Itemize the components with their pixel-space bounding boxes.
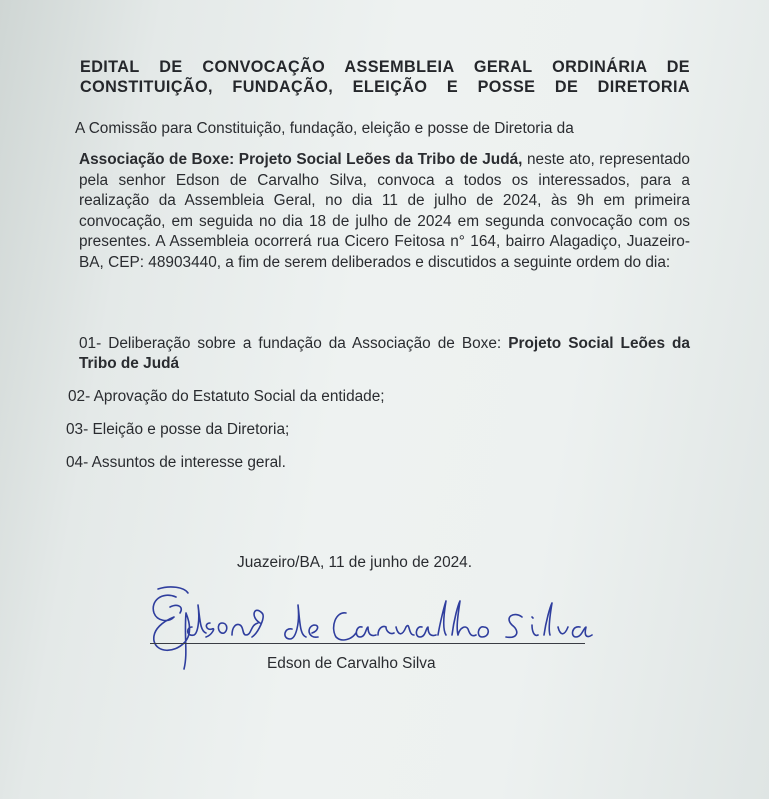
body-text: neste ato, representado pela senhor Edson de Carvalho Silva, convoca a todos os interessados, para a realização da Assembleia Geral, no dia 11 de julho de 2024, às 9h em primeira convocação, em seguida no dia 18 de julho de 2024 em segunda convocação com os presentes. A Assembleia ocorrerá rua Cicero Feitosa n° 164, bairro Alagadiço, Juazeiro-BA, CEP: 48903440, a fim de serem deliberados e discutidos a seguinte ordem do dia:	[79, 151, 690, 271]
body-paragraph	[79, 150, 690, 274]
agenda-item-4: 04- Assuntos de interesse geral.	[66, 454, 286, 471]
title-line-1: EDITAL DE CONVOCAÇÃO ASSEMBLEIA GERAL ORDINÁRIA DE	[80, 58, 690, 76]
document-title	[80, 57, 690, 97]
place-and-date: Juazeiro/BA, 11 de junho de 2024.	[237, 554, 473, 571]
organization-name: Associação de Boxe: Projeto Social Leões da Tribo de Judá,	[79, 151, 523, 168]
agenda-item-2: 02- Aprovação do Estatuto Social da entidade;	[68, 388, 385, 405]
title-line-2: CONSTITUIÇÃO, FUNDAÇÃO, ELEIÇÃO E POSSE DE DIRETORIA	[80, 78, 690, 96]
signature-line	[150, 643, 585, 644]
signer-name: Edson de Carvalho Silva	[267, 655, 436, 672]
agenda-item-1-text: 01- Deliberação sobre a fundação da Associação de Boxe:	[79, 335, 509, 352]
agenda-item-1-bold: Projeto Social Leões da Tribo de Judá	[79, 335, 690, 372]
agenda-item-3: 03- Eleição e posse da Diretoria;	[66, 421, 290, 438]
intro-paragraph: A Comissão para Constituição, fundação, eleição e posse de Diretoria da	[75, 120, 574, 137]
agenda-item-1	[79, 334, 690, 374]
